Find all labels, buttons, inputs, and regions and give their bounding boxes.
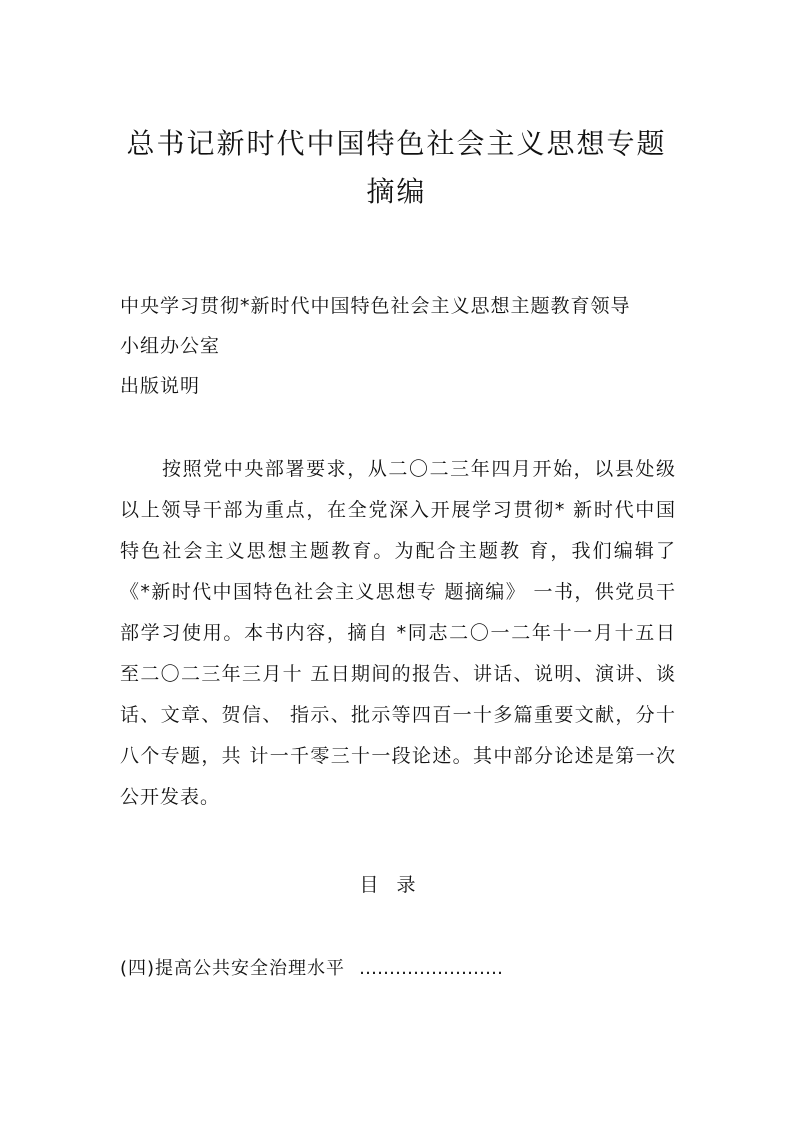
toc-entry[interactable] [120,952,503,986]
document-title-line-2: 摘编 [366,175,427,208]
document-title-line-1: 总书记新时代中国特色社会主义思想专题 [126,127,667,160]
publisher-line-2: 小组办公室 [120,335,221,357]
section-label: 出版说明 [120,375,201,397]
publisher-line-1: 中央学习贯彻*新时代中国特色社会主义思想主题教育领导 [120,295,631,317]
toc-heading: 目录 [359,874,434,896]
preface-paragraph: 按照党中央部署要求，从二〇二三年四月开始，以县处级以上领导干部为重点，在全党深入开展学习贯彻* 新时代中国特色社会主义思想主题教育。为配合主题教 育，我们编辑了《*新时代中国特色社会主义思想专 题摘编》 一书，供党员干部学习使用。本书内容，摘自 *同志二〇一二年十一月十五日至二〇二三年三月十 五日期间的报告、讲话、说明、演讲、谈话、文章、贺信、 指示、批示等四百一十多篇重要文献，分十八个专题，共 计一千零三十一段论述。其中部分论述是第一次公开发表。 [120,458,676,808]
toc-entry-leader: …………………… [359,958,504,979]
toc-entry-label: (四)提高公共安全治理水平 [120,958,346,979]
